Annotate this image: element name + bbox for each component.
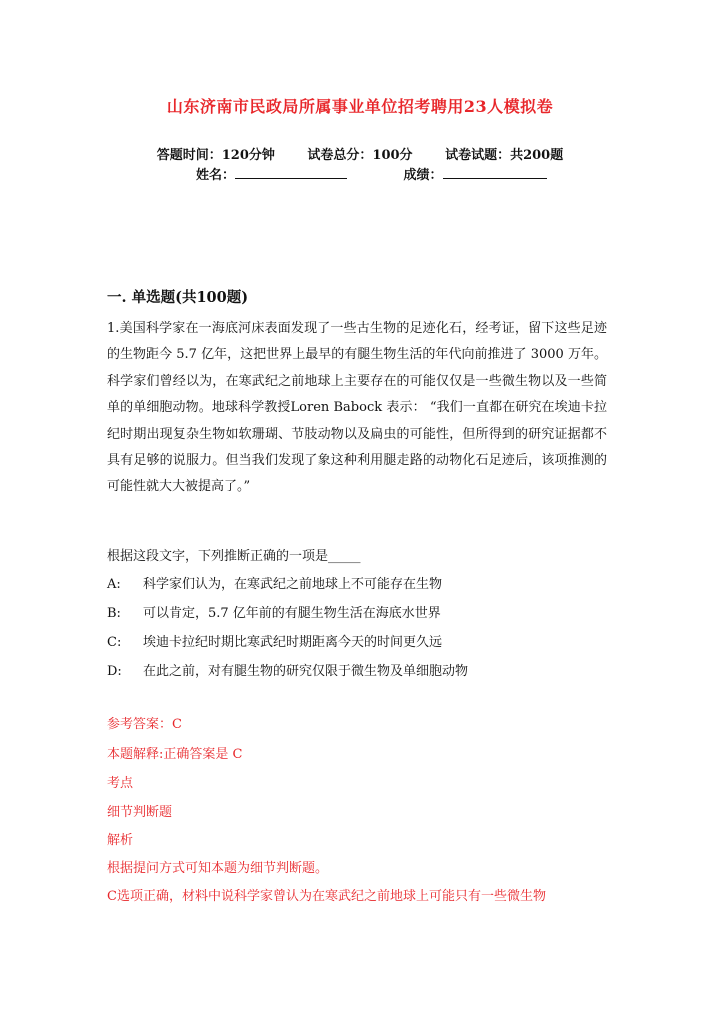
option-text: 科学家们认为，在寒武纪之前地球上不可能存在生物	[143, 577, 443, 592]
kaodian-value: 细节判断题	[107, 805, 173, 820]
option-a	[107, 573, 442, 592]
exam-info-line	[0, 144, 720, 163]
exam-time: 答题时间：120分钟	[156, 148, 275, 163]
option-b	[107, 602, 441, 621]
score-blank	[443, 166, 547, 179]
answer-explanation: 本题解释:正确答案是 C	[107, 747, 243, 762]
document-title: 山东济南市民政局所属事业单位招考聘用23人模拟卷	[166, 97, 554, 116]
exam-total-score: 试卷总分：100分	[307, 148, 413, 163]
analysis-line-2: C选项正确，材料中说科学家曾认为在寒武纪之前地球上可能只有一些微生物	[107, 889, 546, 904]
candidate-info-line	[196, 164, 547, 183]
analysis-line-1: 根据提问方式可知本题为细节判断题。	[107, 861, 329, 876]
option-text: 可以肯定，5.7 亿年前的有腿生物生活在海底水世界	[143, 606, 441, 621]
jiexi-label: 解析	[107, 833, 134, 848]
option-letter: B:	[107, 606, 121, 621]
exam-question-count: 试卷试题：共200题	[445, 148, 564, 163]
name-blank	[235, 166, 347, 179]
score-label: 成绩：	[403, 168, 443, 183]
option-c	[107, 631, 442, 650]
option-letter: C:	[107, 635, 122, 650]
option-text: 在此之前，对有腿生物的研究仅限于微生物及单细胞动物	[143, 664, 469, 679]
question-prompt: 根据这段文字，下列推断正确的一项是_____	[107, 549, 361, 564]
question-text: 1.美国科学家在一海底河床表面发现了一些古生物的足迹化石，经考证，留下这些足迹的生物距今 5.7 亿年，这把世界上最早的有腿生物生活的年代向前推进了 3000 万年。科学家们曾经以为，在寒武纪之前地球上主要存在的可能仅仅是一些微生物以及一些简单的单细胞动物。地球科学教授Loren Babock 表示： “我们一直都在研究在埃迪卡拉纪时期出现复杂生物如软珊瑚、节肢动物以及扁虫的可能性，但所得到的研究证据都不具有足够的说服力。但当我们发现了象这种利用腿走路的动物化石足迹后，该项推测的可能性就大大被提高了。”	[107, 321, 607, 495]
option-text: 埃迪卡拉纪时期比寒武纪时期距离今天的时间更久远	[143, 635, 443, 650]
option-letter: A:	[107, 577, 121, 592]
name-field	[196, 164, 347, 183]
option-d	[107, 660, 468, 679]
score-field	[404, 164, 547, 183]
section-title: 一. 单选题(共100题)	[107, 289, 249, 306]
name-label: 姓名：	[196, 168, 236, 183]
kaodian-label: 考点	[107, 776, 134, 791]
option-letter: D:	[107, 664, 122, 679]
reference-answer: 参考答案：C	[107, 717, 182, 732]
